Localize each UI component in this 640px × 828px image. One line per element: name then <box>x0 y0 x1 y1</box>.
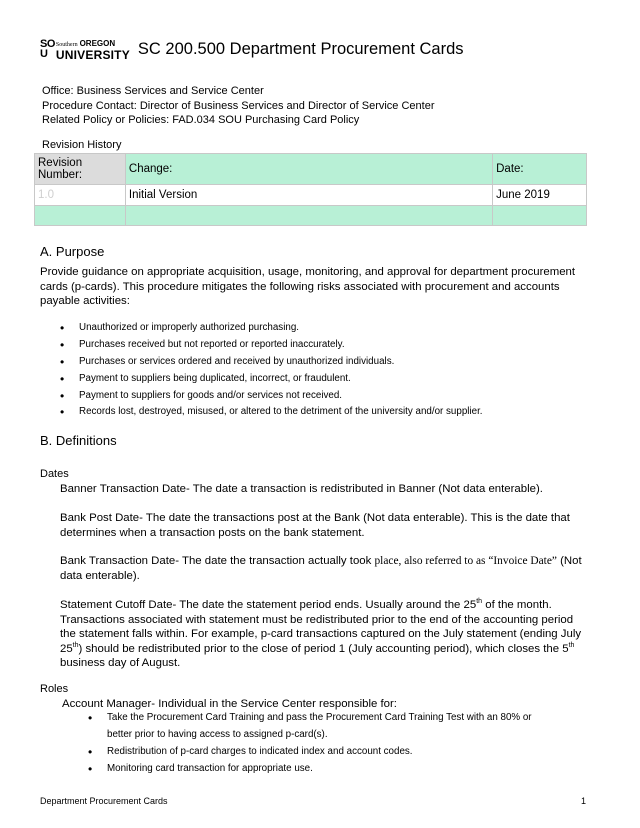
change-header: Change: <box>125 154 492 185</box>
policy-line: Related Policy or Policies: FAD.034 SOU Purchasing Card Policy <box>42 114 360 126</box>
procedure-meta <box>42 84 435 128</box>
account-manager-duties <box>88 710 532 778</box>
list-item: • Monitoring card transaction for appropriate use. <box>88 761 532 778</box>
date-header: Date: <box>493 154 587 185</box>
list-item: • Payment to suppliers being duplicated, incorrect, or fraudulent. <box>60 371 483 388</box>
empty-cell <box>493 206 587 226</box>
sou-logo <box>40 39 130 60</box>
empty-table-row <box>35 206 587 226</box>
list-item: • Redistribution of p-card charges to indicated index and account codes. <box>88 744 532 761</box>
office-line: Office: Business Services and Service Center <box>42 85 264 97</box>
revision-number-header: Revision Number: <box>35 154 126 185</box>
footer-title: Department Procurement Cards <box>40 796 168 806</box>
table-row <box>35 185 587 206</box>
header <box>40 38 464 60</box>
roles-label: Roles <box>40 683 69 695</box>
bank-post-date-def: Bank Post Date- The date the transactions post at the Bank (Not data enterable). This is the date that determines when a transaction posts on the bank statement. <box>60 512 570 539</box>
purpose-heading: A. Purpose <box>40 244 105 259</box>
bank-txn-serif-text: place, also referred to as “Invoice Date” <box>374 555 557 567</box>
cutoff-text: business day of August. <box>60 657 181 670</box>
list-item: • Purchases received but not reported or reported inaccurately. <box>60 337 483 354</box>
logo-u: U <box>40 48 48 60</box>
dates-label: Dates <box>40 468 69 480</box>
revision-table <box>34 153 587 226</box>
list-item: • Records lost, destroyed, misused, or altered to the detriment of the university and/or supplier. <box>60 404 483 421</box>
document-title: SC 200.500 Department Procurement Cards <box>137 39 464 58</box>
bank-txn-tail: (Not data enterable). <box>60 555 582 582</box>
risk-list <box>60 320 483 421</box>
list-item-continuation: better prior to having access to assigned p-card(s). <box>107 728 328 740</box>
ordinal-suffix: th <box>72 641 79 649</box>
revision-number-cell: 1.0 <box>35 185 126 206</box>
list-item: • Purchases or services ordered and received by unauthorized individuals. <box>60 354 483 371</box>
account-manager-def: Account Manager- Individual in the Service Center responsible for: <box>62 698 397 710</box>
list-item: • Unauthorized or improperly authorized purchasing. <box>60 320 483 337</box>
contact-line: Procedure Contact: Director of Business Services and Director of Service Center <box>42 99 435 112</box>
statement-cutoff-date-def <box>60 598 590 671</box>
bank-transaction-date-def <box>60 554 590 583</box>
logo-university: UNIVERSITY <box>55 47 130 62</box>
list-item: • Payment to suppliers for goods and/or services not received. <box>60 388 483 405</box>
revision-history-label: Revision History <box>42 139 122 151</box>
ordinal-suffix: th <box>568 641 575 649</box>
logo-so: SO <box>40 38 55 50</box>
bank-txn-text: Bank Transaction Date- The date the transaction actually took <box>60 555 375 567</box>
logo-wordmark <box>56 39 130 60</box>
change-cell: Initial Version <box>125 185 492 206</box>
definitions-heading: B. Definitions <box>40 433 117 448</box>
cutoff-text: Statement Cutoff Date- The date the statement period ends. Usually around the 25 <box>60 599 477 611</box>
logo-monogram <box>40 39 55 59</box>
ordinal-suffix: th <box>476 598 483 606</box>
empty-cell <box>125 206 492 226</box>
cutoff-text: ) should be redistributed prior to the close of period 1 (July accounting period), which closes the 5 <box>78 642 569 655</box>
revision-header-row <box>35 154 587 185</box>
cutoff-text: of the month. Transactions associated with statement must be redistributed prior to the end of the accounting period the statement falls within. For example, p-card transactions captured on the July statement (ending July 25 <box>60 599 582 655</box>
date-cell: June 2019 <box>493 185 587 206</box>
banner-transaction-date-def: Banner Transaction Date- The date a transaction is redistributed in Banner (Not data enterable). <box>60 483 543 495</box>
purpose-text: Provide guidance on appropriate acquisition, usage, monitoring, and approval for department procurement cards (p-cards). This procedure mitigates the following risks associated with procurement and accounts payable activities: <box>40 266 576 308</box>
logo-oregon: OREGON <box>79 38 116 48</box>
page-number: 1 <box>581 796 587 806</box>
list-item: • Take the Procurement Card Training and pass the Procurement Card Training Test with an 80% or <box>88 710 532 727</box>
empty-cell <box>35 206 126 226</box>
logo-southern: Southern <box>55 41 78 48</box>
